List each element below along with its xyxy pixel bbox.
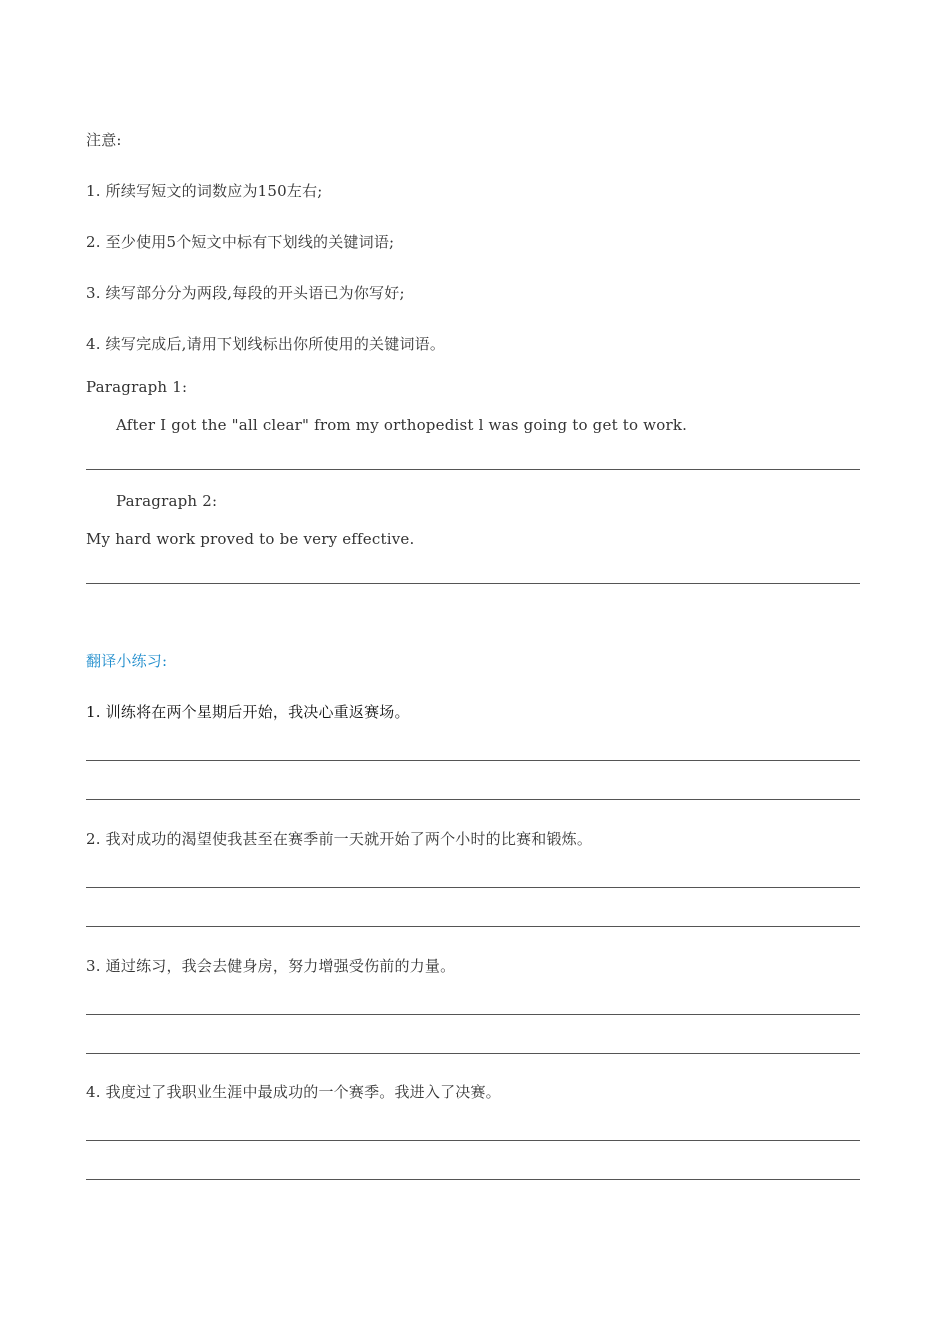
- translation-item-2: 2. 我对成功的渴望使我甚至在赛季前一天就开始了两个小时的比赛和锻炼。: [86, 830, 593, 848]
- translation-3-answer-line-1[interactable]: [86, 1014, 860, 1015]
- translation-heading: 翻译小练习:: [86, 652, 168, 670]
- translation-2-answer-line-1[interactable]: [86, 887, 860, 888]
- translation-item-4: 4. 我度过了我职业生涯中最成功的一个赛季。我进入了决赛。: [86, 1083, 501, 1101]
- paragraph2-opening: My hard work proved to be very effective.: [86, 530, 415, 548]
- translation-1-answer-line-2[interactable]: [86, 799, 860, 800]
- translation-item-3: 3. 通过练习，我会去健身房，努力增强受伤前的力量。: [86, 957, 456, 975]
- note-item-2: 2. 至少使用5个短文中标有下划线的关键词语;: [86, 233, 395, 251]
- translation-4-answer-line-2[interactable]: [86, 1179, 860, 1180]
- translation-item-1: 1. 训练将在两个星期后开始，我决心重返赛场。: [86, 703, 410, 721]
- paragraph2-answer-line[interactable]: [86, 583, 860, 584]
- translation-3-answer-line-2[interactable]: [86, 1053, 860, 1054]
- note-item-4: 4. 续写完成后,请用下划线标出你所使用的关键词语。: [86, 335, 446, 353]
- note-item-1: 1. 所续写短文的词数应为150左右;: [86, 182, 323, 200]
- translation-4-answer-line-1[interactable]: [86, 1140, 860, 1141]
- note-item-3: 3. 续写部分分为两段,每段的开头语已为你写好;: [86, 284, 405, 302]
- notes-heading: 注意:: [86, 131, 122, 149]
- translation-2-answer-line-2[interactable]: [86, 926, 860, 927]
- paragraph1-answer-line[interactable]: [86, 469, 860, 470]
- paragraph2-label: Paragraph 2:: [116, 492, 218, 510]
- paragraph1-opening: After I got the "all clear" from my orthopedist l was going to get to work.: [116, 416, 688, 434]
- translation-1-answer-line-1[interactable]: [86, 760, 860, 761]
- paragraph1-label: Paragraph 1:: [86, 378, 188, 396]
